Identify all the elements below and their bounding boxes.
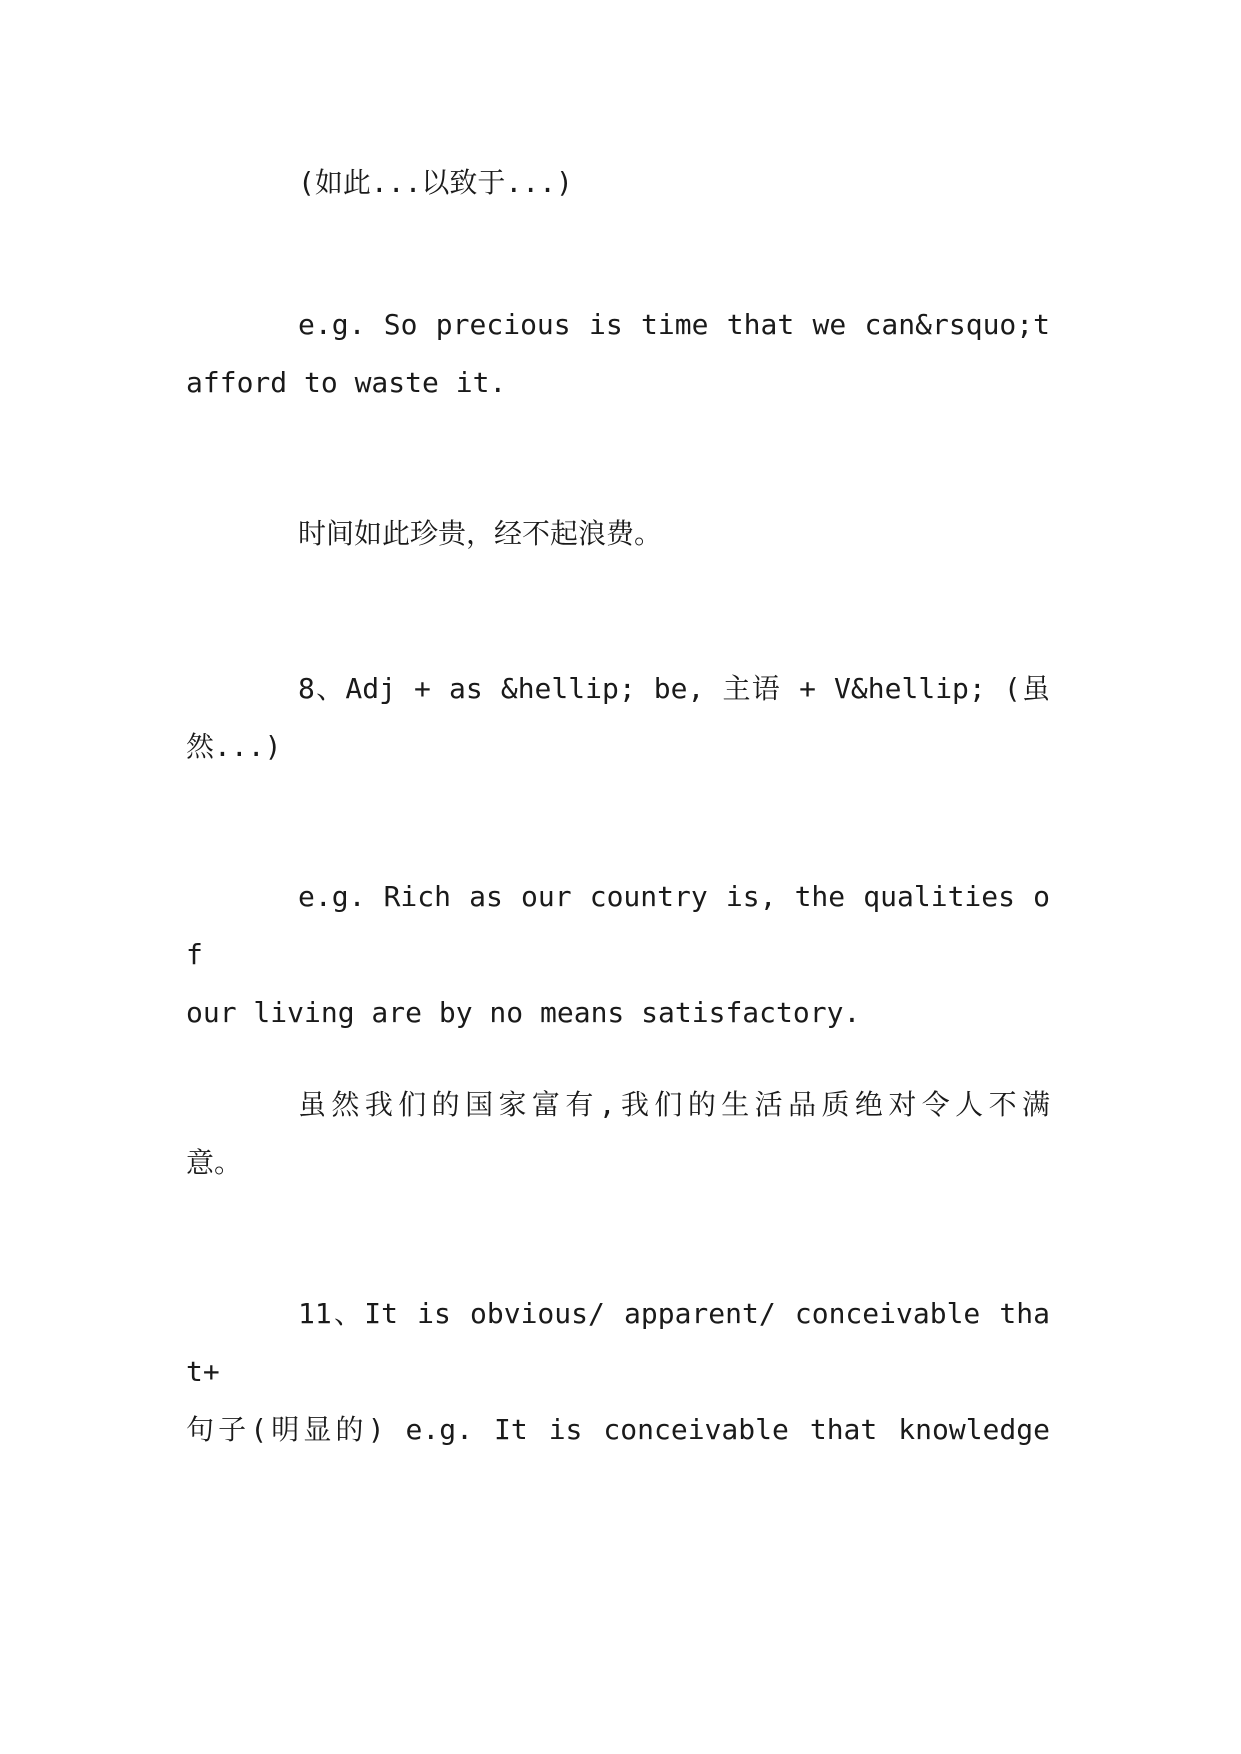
text-line: 虽然我们的国家富有,我们的生活品质绝对令人不满 [298,1088,1050,1121]
paragraph-so-that-cn [186,154,1050,212]
text-line: 意。 [186,1146,243,1179]
paragraph-translation-time [186,505,1050,563]
text-line: our living are by no means satisfactory. [186,996,861,1029]
paragraph-pattern-8 [186,660,1050,776]
paragraph-pattern-11 [186,1285,1050,1459]
text-line: 时间如此珍贵，经不起浪费。 [298,517,663,550]
text-line: 句子(明显的) e.g. It is conceivable that knowledge [186,1413,1050,1446]
text-line: (如此...以致于...) [298,166,573,199]
text-line: 8、Adj + as &hellip; be, 主语 + V&hellip; (虽 [298,672,1050,705]
text-line: afford to waste it. [186,366,507,399]
text-line: e.g. So precious is time that we can&rsquo;t [298,308,1050,341]
paragraph-example-precious-time [186,296,1050,412]
text-line: 然...) [186,730,282,763]
paragraph-translation-country [186,1076,1050,1192]
paragraph-example-rich-country [186,868,1050,1042]
text-line: e.g. Rich as our country is, the qualities of [186,880,1050,971]
text-line: 11、It is obvious/ apparent/ conceivable that+ [186,1297,1050,1388]
